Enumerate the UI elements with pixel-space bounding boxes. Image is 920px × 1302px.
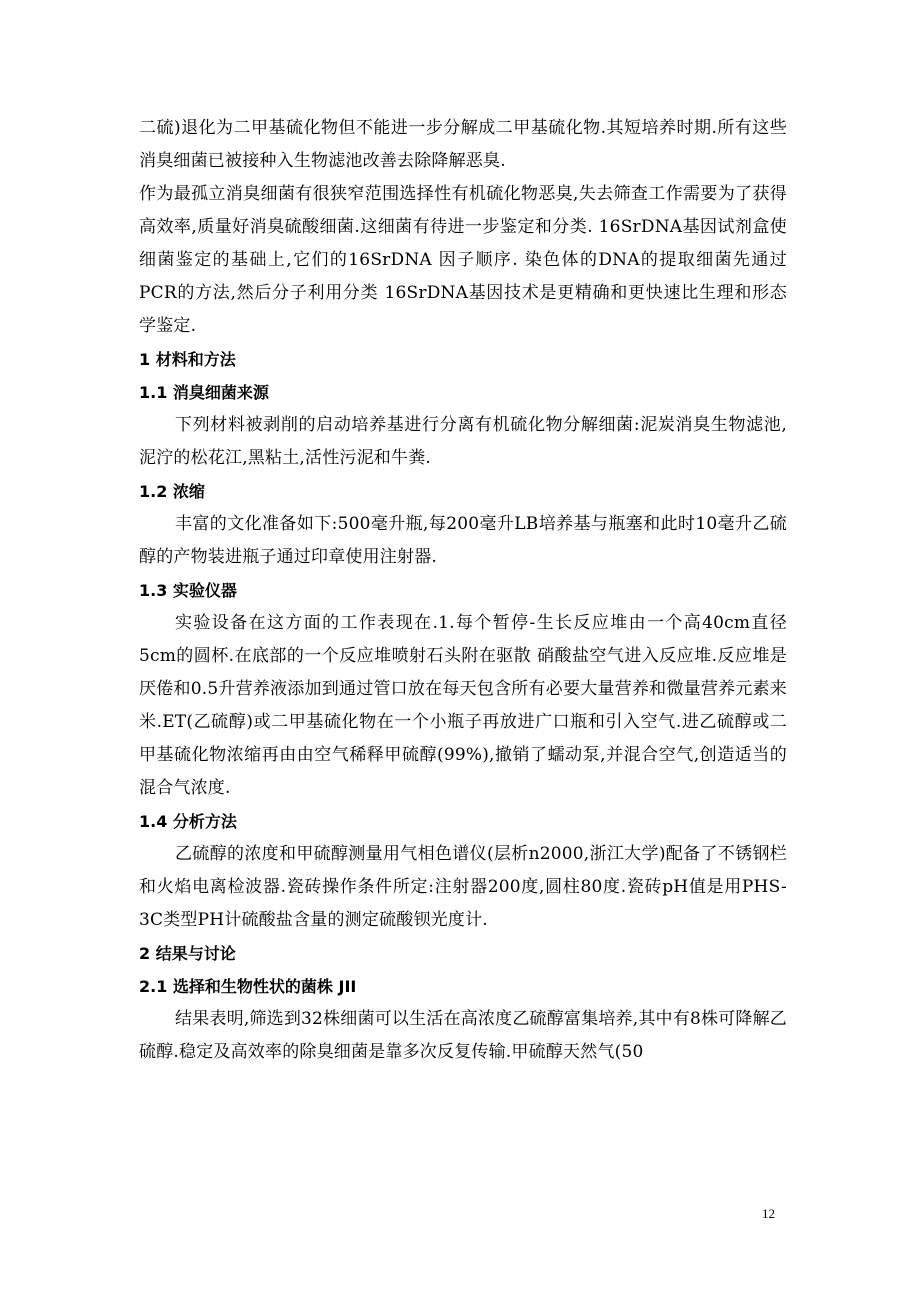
paragraph: 作为最孤立消臭细菌有很狭窄范围选择性有机硫化物恶臭,失去筛查工作需要为了获得高效率,质量好消臭硫酸细菌.这细菌有待进一步鉴定和分类. 16SrDNA基因试剂盒使细菌鉴定的基础上,它们的16SrDNA 因子顺序. 染色体的DNA的提取细菌先通过PCR的方法,然后分子利用分类 16SrDNA基因技术是更精确和更快速比生理和形态学鉴定. (139, 184, 787, 336)
subsection-heading: 1.2 浓缩 (139, 482, 205, 501)
paragraph: 结果表明,筛选到32株细菌可以生活在高浓度乙硫醇富集培养,其中有8株可降解乙硫醇.稳定及高效率的除臭细菌是靠多次反复传输.甲硫醇天然气(50 (139, 1009, 787, 1062)
paragraph: 丰富的文化准备如下:500毫升瓶,每200毫升LB培养基与瓶塞和此时10毫升乙硫醇的产物装进瓶子通过印章使用注射器. (139, 514, 787, 567)
page-number: 12 (762, 1206, 775, 1221)
section-heading: 1 材料和方法 (139, 350, 236, 369)
paragraph: 下列材料被剥削的启动培养基进行分离有机硫化物分解细菌:泥炭消臭生物滤池,泥泞的松花江,黑粘土,活性污泥和牛粪. (139, 415, 787, 468)
paragraph: 二硫)退化为二甲基硫化物但不能进一步分解成二甲基硫化物.其短培养时期.所有这些消臭细菌已被接种入生物滤池改善去除降解恶臭. (139, 118, 787, 171)
subsection-heading: 1.1 消臭细菌来源 (139, 383, 269, 402)
subsection-heading: 1.3 实验仪器 (139, 581, 237, 600)
subsection-heading: 1.4 分析方法 (139, 812, 237, 831)
document-body (139, 112, 787, 1069)
paragraph: 乙硫醇的浓度和甲硫醇测量用气相色谱仪(层析n2000,浙江大学)配备了不锈钢栏和火焰电离检波器.瓷砖操作条件所定:注射器200度,圆柱80度.瓷砖pH值是用PHS-3C类型PH计硫酸盐含量的测定硫酸钡光度计. (139, 844, 787, 930)
subsection-heading: 2.1 选择和生物性状的菌株 JII (139, 977, 357, 996)
section-heading: 2 结果与讨论 (139, 944, 236, 963)
paragraph: 实验设备在这方面的工作表现在.1.每个暂停-生长反应堆由一个高40cm直径5cm的圆杯.在底部的一个反应堆喷射石头附在驱散 硝酸盐空气进入反应堆.反应堆是厌倦和0.5升营养液添加到通过管口放在每天包含所有必要大量营养和微量营养元素来米.ET(乙硫醇)或二甲基硫化物在一个小瓶子再放进广口瓶和引入空气.进乙硫醇或二甲基硫化物浓缩再由由空气稀释甲硫醇(99%),撤销了蠕动泵,并混合空气,创造适当的混合气浓度. (139, 613, 787, 798)
